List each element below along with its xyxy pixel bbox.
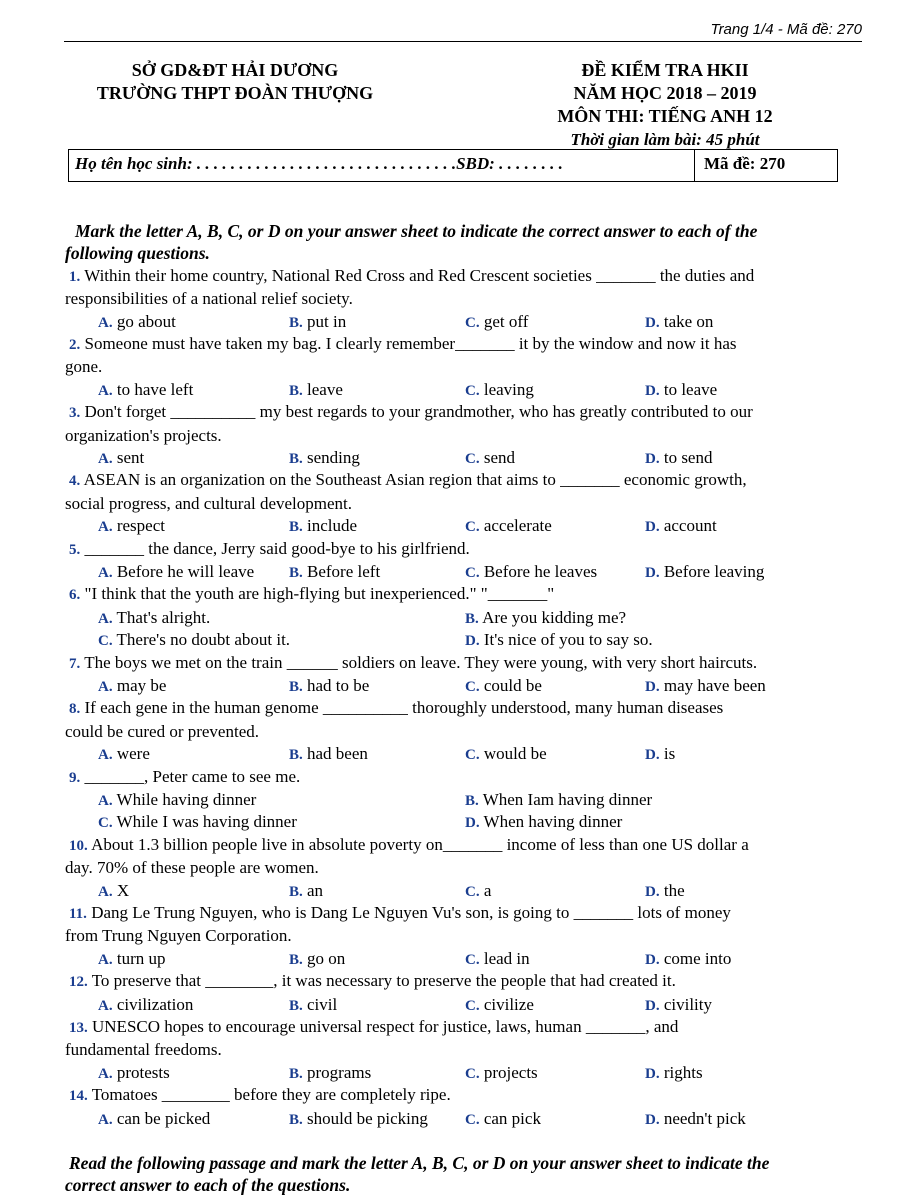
option-text: could be	[483, 676, 542, 696]
option-text: Before leaving	[663, 562, 765, 582]
answer-option	[645, 948, 731, 971]
answer-option	[465, 561, 597, 584]
answer-option	[465, 675, 542, 698]
question-item	[65, 970, 865, 1016]
option-letter: D.	[645, 314, 660, 331]
question-line: gone.	[65, 357, 103, 377]
question-item	[65, 401, 865, 469]
answer-option	[645, 743, 675, 766]
page-header	[64, 20, 862, 42]
options-row	[65, 948, 865, 970]
option-letter: B.	[289, 1065, 303, 1082]
option-letter: B.	[289, 883, 303, 900]
answer-option	[289, 561, 380, 584]
option-letter: D.	[645, 382, 660, 399]
answer-option	[289, 1108, 428, 1131]
option-letter: A.	[98, 679, 113, 696]
option-letter: D.	[645, 565, 660, 582]
question-line: UNESCO hopes to encourage universal respect for justice, laws, human _______, and	[92, 1017, 679, 1036]
answer-option	[289, 379, 343, 402]
option-text: send	[483, 448, 516, 468]
option-text: civil	[307, 994, 338, 1014]
page-number: Trang 1/4 - Mã đề: 270	[710, 21, 862, 38]
instruction-line: Read the following passage and mark the letter A, B, C, or D on your answer sheet to indicate the	[69, 1153, 770, 1173]
option-text: to leave	[663, 379, 718, 399]
answer-option	[98, 994, 193, 1017]
answer-option	[645, 515, 717, 538]
option-text: protests	[116, 1062, 170, 1082]
answer-option	[98, 675, 166, 698]
option-letter: B.	[289, 747, 303, 764]
question-line: responsibilities of a national relief society.	[65, 289, 353, 309]
option-letter: C.	[465, 451, 480, 468]
question-text	[65, 970, 865, 993]
answer-option	[465, 311, 528, 334]
answer-option	[98, 607, 210, 630]
option-text: leave	[307, 379, 343, 399]
option-text: had to be	[307, 676, 370, 696]
question-text	[65, 333, 865, 356]
student-info-box	[68, 149, 838, 182]
question-number: 4.	[69, 473, 81, 490]
option-letter: C.	[98, 815, 113, 832]
option-text: Before he will leave	[116, 562, 255, 582]
answer-option	[98, 743, 150, 766]
question-text	[65, 1039, 865, 1061]
answer-option	[289, 447, 360, 470]
option-text: would be	[483, 744, 547, 764]
answer-option	[98, 789, 256, 812]
question-text	[65, 401, 865, 424]
option-text: to send	[663, 448, 713, 468]
answer-option	[289, 948, 345, 971]
answer-option	[465, 607, 626, 630]
option-text: account	[663, 516, 717, 536]
question-number: 8.	[69, 701, 81, 718]
question-item	[65, 469, 865, 537]
option-text: put in	[307, 311, 347, 331]
answer-option	[465, 948, 530, 971]
option-letter: B.	[465, 793, 479, 810]
option-letter: A.	[98, 519, 113, 536]
answer-option	[289, 675, 369, 698]
question-number: 2.	[69, 337, 81, 354]
answer-option	[465, 811, 622, 834]
option-letter: C.	[465, 519, 480, 536]
option-text: lead in	[483, 948, 530, 968]
answer-option	[98, 447, 144, 470]
question-line: Within their home country, National Red Cross and Red Crescent societies _______ the duties and	[84, 265, 755, 285]
exam-duration: Thời gian làm bài: 45 phút	[570, 130, 760, 149]
option-text: That's alright.	[116, 607, 211, 627]
option-letter: C.	[465, 951, 480, 968]
question-item	[65, 265, 865, 333]
option-text: a	[483, 880, 492, 900]
question-line: Dang Le Trung Nguyen, who is Dang Le Nguyen Vu's son, is going to _______ lots of money	[91, 903, 731, 922]
question-text	[65, 857, 865, 879]
answer-option	[289, 1062, 371, 1085]
answer-option	[98, 561, 254, 584]
option-letter: A.	[98, 883, 113, 900]
option-text: civilization	[116, 994, 194, 1014]
question-text	[65, 902, 865, 925]
instruction-line: Mark the letter A, B, C, or D on your answer sheet to indicate the correct answer to each of the	[75, 221, 758, 241]
question-line: If each gene in the human genome __________ thoroughly understood, many human diseases	[84, 698, 724, 718]
school-year: NĂM HỌC 2018 – 2019	[573, 83, 757, 103]
option-text: civilize	[483, 994, 534, 1014]
section1-instruction	[65, 220, 865, 265]
option-letter: A.	[98, 1065, 113, 1082]
option-letter: A.	[98, 382, 113, 399]
option-letter: B.	[289, 382, 303, 399]
option-letter: C.	[465, 1111, 480, 1128]
option-letter: D.	[645, 519, 660, 536]
exam-content	[65, 220, 865, 1197]
school-header	[60, 59, 410, 105]
question-line: To preserve that ________, it was necessary to preserve the people that had created it.	[91, 971, 676, 991]
question-text	[65, 697, 865, 720]
question-line: social progress, and cultural development.	[65, 493, 353, 513]
option-text: X	[116, 880, 130, 900]
answer-option	[465, 994, 534, 1017]
option-text: the	[663, 880, 685, 900]
answer-option	[465, 1108, 541, 1131]
exam-subject: MÔN THI: TIẾNG ANH 12	[557, 106, 773, 126]
option-letter: D.	[645, 883, 660, 900]
options-row	[65, 515, 865, 537]
option-letter: A.	[98, 1111, 113, 1128]
option-text: There's no doubt about it.	[116, 630, 291, 650]
option-letter: C.	[465, 747, 480, 764]
option-letter: B.	[289, 314, 303, 331]
option-letter: B.	[289, 1111, 303, 1128]
option-text: civility	[663, 994, 713, 1014]
option-letter: D.	[645, 679, 660, 696]
box-divider	[694, 150, 695, 181]
option-letter: B.	[289, 997, 303, 1014]
option-letter: D.	[465, 815, 480, 832]
option-letter: C.	[465, 883, 480, 900]
section2-instruction	[65, 1152, 865, 1197]
question-number: 3.	[69, 405, 81, 422]
option-text: to have left	[116, 379, 194, 399]
question-text	[65, 265, 865, 288]
option-letter: B.	[289, 519, 303, 536]
answer-option	[289, 994, 337, 1017]
question-text	[65, 538, 865, 561]
option-letter: B.	[289, 679, 303, 696]
option-text: go about	[116, 311, 176, 331]
answer-option	[465, 743, 547, 766]
question-number: 10.	[69, 837, 88, 854]
question-number: 1.	[69, 268, 81, 285]
question-number: 6.	[69, 587, 81, 604]
option-text: can be picked	[116, 1108, 211, 1128]
answer-option	[645, 880, 685, 903]
option-letter: B.	[289, 451, 303, 468]
option-letter: C.	[465, 565, 480, 582]
answer-option	[465, 629, 653, 652]
option-text: had been	[307, 744, 368, 764]
option-letter: C.	[465, 1065, 480, 1082]
question-item	[65, 834, 865, 902]
option-letter: B.	[289, 565, 303, 582]
options-row	[65, 743, 865, 765]
answer-option	[645, 379, 717, 402]
instruction-line: correct answer to each of the questions.	[65, 1175, 351, 1196]
question-line: About 1.3 billion people live in absolute poverty on_______ income of less than one US dollar a	[91, 834, 749, 854]
options-row	[65, 1108, 865, 1130]
option-text: When having dinner	[483, 812, 623, 832]
exam-title: ĐỀ KIỂM TRA HKII	[581, 60, 749, 80]
question-line: Tomatoes ________ before they are completely ripe.	[91, 1085, 451, 1105]
school-name: TRƯỜNG THPT ĐOÀN THƯỢNG	[96, 83, 374, 103]
question-item	[65, 902, 865, 970]
answer-option	[98, 880, 129, 903]
option-letter: A.	[98, 451, 113, 468]
option-letter: C.	[465, 314, 480, 331]
answer-option	[645, 561, 764, 584]
option-letter: C.	[98, 633, 113, 650]
option-letter: A.	[98, 951, 113, 968]
option-text: Are you kidding me?	[482, 607, 627, 627]
answer-option	[645, 1108, 746, 1131]
answer-option	[289, 515, 357, 538]
question-number: 13.	[69, 1020, 88, 1036]
option-text: projects	[483, 1062, 538, 1082]
question-line: _______, Peter came to see me.	[84, 766, 301, 786]
answer-option	[465, 379, 534, 402]
answer-option	[645, 994, 712, 1017]
options-row	[65, 311, 865, 333]
option-text: sending	[307, 448, 360, 468]
option-text: respect	[116, 516, 165, 536]
option-text: an	[307, 880, 324, 900]
option-text: were	[116, 744, 150, 764]
question-item	[65, 538, 865, 584]
options-row	[65, 880, 865, 902]
question-item	[65, 1084, 865, 1130]
question-text	[65, 1084, 865, 1107]
option-text: may have been	[663, 676, 766, 696]
question-line: day. 70% of these people are women.	[65, 858, 319, 878]
option-letter: D.	[465, 633, 480, 650]
instruction-line: following questions.	[65, 243, 210, 264]
option-letter: C.	[465, 382, 480, 399]
options-row	[65, 811, 865, 833]
option-text: get off	[483, 311, 529, 331]
department-name: SỞ GD&ĐT HẢI DƯƠNG	[131, 60, 339, 80]
option-text: While I was having dinner	[116, 812, 297, 832]
question-line: could be cured or prevented.	[65, 721, 259, 741]
question-line: Don't forget __________ my best regards to your grandmother, who has greatly contributed to our	[84, 402, 753, 422]
option-letter: C.	[465, 997, 480, 1014]
option-text: is	[663, 744, 676, 764]
option-letter: A.	[98, 747, 113, 764]
option-text: can pick	[483, 1108, 541, 1128]
question-text	[65, 425, 865, 447]
question-text	[65, 721, 865, 743]
options-row	[65, 629, 865, 651]
option-letter: D.	[645, 1065, 660, 1082]
options-row	[65, 675, 865, 697]
question-text	[65, 493, 865, 515]
option-text: sent	[116, 448, 145, 468]
option-letter: D.	[645, 997, 660, 1014]
option-text: programs	[307, 1062, 372, 1082]
question-text	[65, 652, 865, 675]
answer-option	[98, 948, 165, 971]
question-text	[65, 288, 865, 310]
answer-option	[289, 743, 368, 766]
option-letter: C.	[465, 679, 480, 696]
answer-option	[465, 515, 552, 538]
option-text: come into	[663, 948, 732, 968]
section-gap	[65, 1130, 865, 1152]
answer-option	[98, 311, 176, 334]
options-row	[65, 561, 865, 583]
options-row	[65, 789, 865, 811]
question-line: organization's projects.	[65, 425, 222, 445]
option-letter: D.	[645, 451, 660, 468]
answer-option	[98, 1062, 170, 1085]
answer-option	[645, 675, 766, 698]
question-text	[65, 469, 865, 492]
answer-option	[98, 629, 290, 652]
question-item	[65, 766, 865, 834]
option-letter: D.	[645, 1111, 660, 1128]
question-line: The boys we met on the train ______ soldiers on leave. They were young, with very short haircuts.	[84, 652, 758, 672]
option-text: accelerate	[483, 516, 552, 536]
option-text: It's nice of you to say so.	[483, 630, 653, 650]
question-line: ASEAN is an organization on the Southeast Asian region that aims to _______ economic growth,	[83, 470, 747, 490]
option-letter: B.	[465, 610, 479, 627]
question-text	[65, 356, 865, 378]
question-number: 5.	[69, 541, 81, 558]
option-text: While having dinner	[116, 790, 257, 810]
answer-option	[465, 1062, 538, 1085]
option-text: take on	[663, 311, 714, 331]
question-text	[65, 766, 865, 789]
option-text: go on	[307, 948, 346, 968]
answer-option	[98, 811, 297, 834]
answer-option	[98, 379, 193, 402]
option-text: needn't pick	[663, 1108, 746, 1128]
question-line: "I think that the youth are high-flying but inexperienced." "_______"	[84, 584, 555, 604]
options-row	[65, 379, 865, 401]
options-row	[65, 607, 865, 629]
question-item	[65, 333, 865, 401]
question-text	[65, 1016, 865, 1039]
question-list	[65, 265, 865, 1130]
exam-code: Mã đề: 270	[704, 154, 786, 173]
question-item	[65, 697, 865, 765]
option-letter: A.	[98, 997, 113, 1014]
student-name-field: Họ tên học sinh: . . . . . . . . . . . . . . . . . . . . . . . . . . . . . . .SBD: . . . . . . . .	[75, 154, 563, 173]
answer-option	[465, 447, 515, 470]
option-letter: A.	[98, 610, 113, 627]
answer-option	[289, 880, 323, 903]
question-number: 9.	[69, 769, 81, 786]
answer-option	[98, 1108, 210, 1131]
options-row	[65, 1062, 865, 1084]
option-text: Before he leaves	[483, 562, 598, 582]
question-item	[65, 583, 865, 651]
options-row	[65, 447, 865, 469]
answer-option	[645, 311, 713, 334]
option-letter: A.	[98, 565, 113, 582]
question-item	[65, 1016, 865, 1084]
option-text: Before left	[307, 562, 381, 582]
answer-option	[98, 515, 165, 538]
answer-option	[289, 311, 346, 334]
option-letter: A.	[98, 793, 113, 810]
option-text: turn up	[116, 948, 166, 968]
option-text: rights	[663, 1062, 703, 1082]
question-text	[65, 925, 865, 947]
question-line: Someone must have taken my bag. I clearly remember_______ it by the window and now it has	[84, 334, 737, 354]
question-line: from Trung Nguyen Corporation.	[65, 926, 292, 946]
option-letter: A.	[98, 314, 113, 331]
question-number: 11.	[69, 906, 87, 922]
question-number: 12.	[69, 974, 88, 991]
answer-option	[465, 880, 491, 903]
option-text: When Iam having dinner	[482, 790, 653, 810]
question-line: fundamental freedoms.	[65, 1040, 222, 1060]
option-text: include	[307, 516, 358, 536]
option-text: leaving	[483, 379, 534, 399]
option-letter: B.	[289, 951, 303, 968]
option-text: should be picking	[307, 1108, 428, 1128]
question-number: 14.	[69, 1088, 88, 1105]
question-text	[65, 583, 865, 606]
exam-header	[505, 59, 825, 151]
question-number: 7.	[69, 655, 81, 672]
question-line: _______ the dance, Jerry said good-bye to his girlfriend.	[84, 538, 470, 558]
options-row	[65, 994, 865, 1016]
answer-option	[645, 1062, 703, 1085]
answer-option	[645, 447, 712, 470]
question-item	[65, 652, 865, 698]
answer-option	[465, 789, 652, 812]
option-letter: D.	[645, 747, 660, 764]
option-text: may be	[116, 676, 167, 696]
option-letter: D.	[645, 951, 660, 968]
question-text	[65, 834, 865, 857]
